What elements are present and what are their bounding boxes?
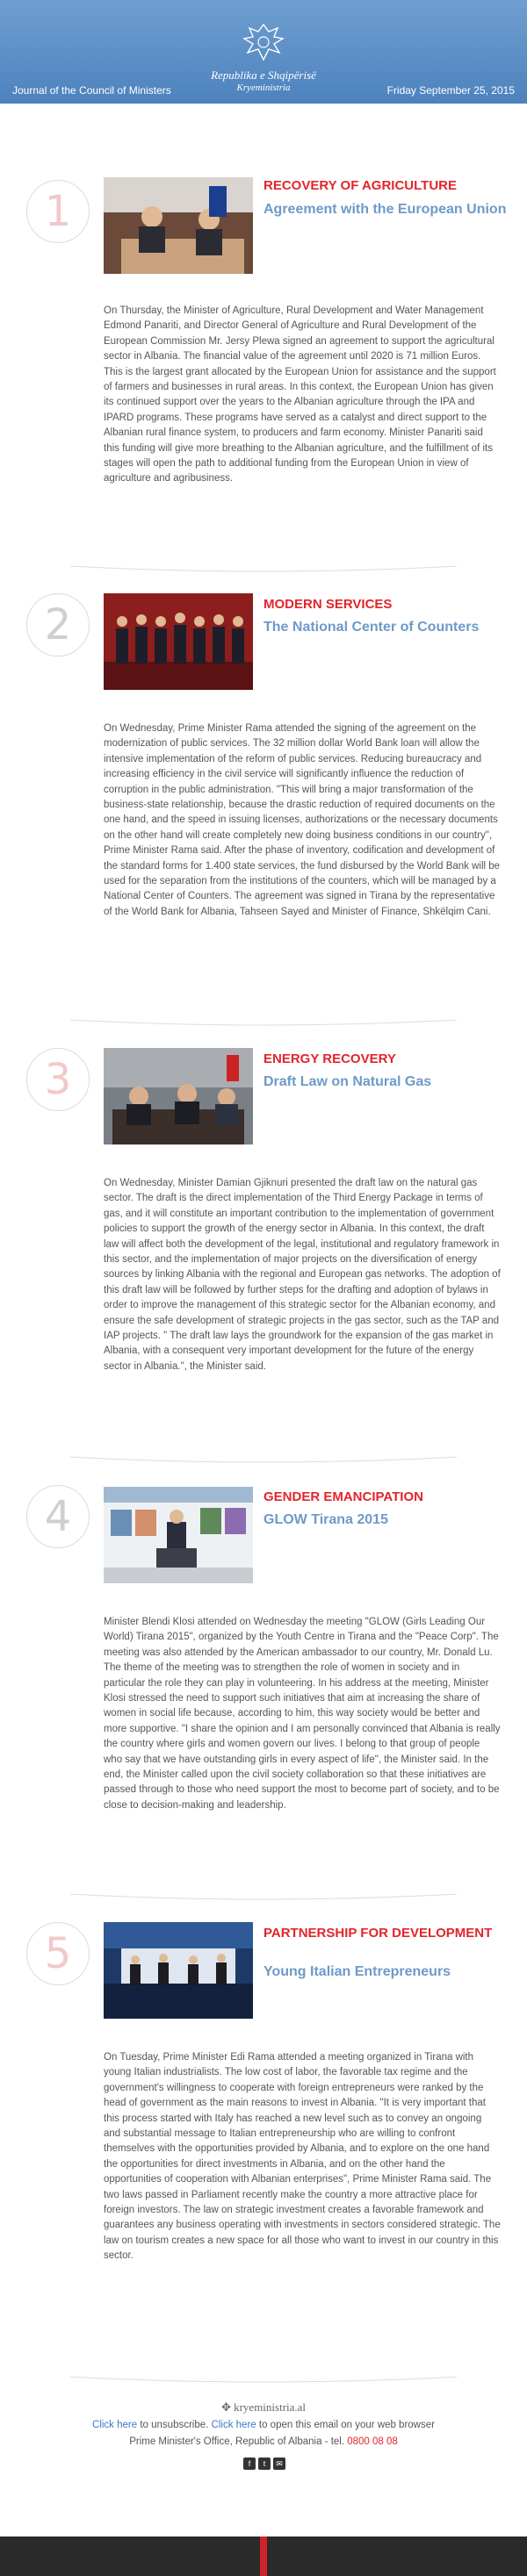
article-subtitle: Draft Law on Natural Gas (264, 1074, 432, 1089)
unsubscribe-text: to unsubscribe. (137, 2420, 212, 2430)
article-body: On Wednesday, Minister Damian Gjiknuri presented the draft law on the natural gas sector. The draft is the direct implementation of the Third Energy Package in terms of gas, and it will constitute an important contribution to the implementation of government policies to support the growth of the energy sector in Albania. In this context, the draft law will affect both the development of the legal, institutional and regulatory framework in this sector, and the implementation of major projects on the diversification of energy sources by linking Albania with the regional and European gas networks. The adoption of this draft law will be followed by further steps for the drafting and adoption of bylaws in order to improve the management of this strategic sector for the Albanian economy, and ensure the safe development of strategic projects in the gas sector, such as the TAP and IAP projects. " The draft law lays the groundwork for the expansion of the gas market in Albania, with a consequent very important development for the future of the energy sector in Albania.", the Minister said. (104, 1178, 501, 1372)
browser-text: to open this email on your web browser (256, 2420, 435, 2430)
article-title: GENDER EMANCIPATION (264, 1489, 423, 1504)
article-title: RECOVERY OF AGRICULTURE (264, 178, 458, 193)
article-photo (104, 593, 253, 690)
article-body: Minister Blendi Klosi attended on Wednesday the meeting "GLOW (Girls Leading Our World) Tirana 2015", organized by the Youth Centre in Tirana and the "Peace Corp". The meeting was also attended by the American ambassador to our country, Mr. Donald Lu. The theme of the meeting was to strengthen the role of women in society and in particular the role they can play in volunteering. In his address at the meeting, Minister Klosi stressed the need to support such initiatives that aim at increasing the share of women in social life because, according to him, this way society would be better and more supportive. "I share the opinion and I am personally convinced that Albania is really the country where girls and women govern our lives. I belong to that group of people who say that we have outstanding girls in every aspect of life", the Minister said. In the end, the Minister called upon the civil society collaboration so that these initiatives are passed through to those who need support the most to become part of society, and to be close to decision-making and leadership. (104, 1617, 501, 1811)
email-icon[interactable]: ✉ (273, 2458, 285, 2470)
article-title: PARTNERSHIP FOR DEVELOPMENT (264, 1926, 493, 1941)
browser-link[interactable]: Click here (211, 2420, 256, 2430)
article-photo (104, 177, 253, 274)
article-subtitle: Young Italian Entrepreneurs (264, 1964, 451, 1979)
article-number-badge: 4 (26, 1485, 90, 1548)
council-meeting-photo-icon (104, 1048, 253, 1144)
article-photo (104, 1487, 253, 1583)
brand-line-1: Republika e Shqipërisë (211, 68, 316, 82)
journal-title: Journal of the Council of Ministers (12, 84, 171, 97)
article-number-badge: 3 (26, 1048, 90, 1111)
unsubscribe-link[interactable]: Click here (92, 2420, 138, 2430)
signing-ceremony-photo-icon (104, 177, 253, 274)
business-forum-photo-icon (104, 1922, 253, 2019)
footer-site-name: kryeministria.al (234, 2400, 307, 2414)
eagle-small-icon: ✥ (220, 2400, 231, 2414)
article-body: On Tuesday, Prime Minister Edi Rama attended a meeting organized in Tirana with young Italian industrialists. The low cost of labor, the favorable tax regime and the government's willingness to cooperate with foreign entrepreneurs were ranked by the head of government as the main reasons to invest in Albania. "It is very important that this process started with Italy has reached a new level such as to convey an ongoing and substantial message to Italian entrepreneurship who are willing to confront themselves with the opportunities provided by Albania, and to explore on the one hand the opportunities for direct investments in Albania, and on the other hand the opportunities of cooperation with Albanian enterprises", Prime Minister Rama said. The two laws passed in Parliament recently make the country a more attractive place for foreign investors. The law on strategic investment creates a favorable framework and guarantees any business operating with investments in sectors considered strategic. The law on tourism creates a new space for all those who want to invest in our country in this sector. (104, 2052, 501, 2262)
article-subtitle: Agreement with the European Union (264, 202, 507, 217)
article-body: On Thursday, the Minister of Agriculture, Rural Development and Water Management Edmond Panariti, and Director General of Agriculture and Rural Development of the European Commission Mr. Jersy Plewa signed an agreement to support the agricultural sector in Albania. The financial value of the agreement until 2020 is 71 million Euros. This is the largest grant allocated by the European Union for assistance and the support of farmers and businesses in rural areas. In this context, the European Union has given its continued support over the years to the Albanian agriculture through the IPA and IPARD programs. These programs have served as a catalyst and direct support to the Albanian rural finance system, to producers and farm economy. Minister Panariti said this funding will give more breathing to the Albanian agriculture, and the fulfillment of its stages will open the path to additional funding from the European Union in view of agriculture and agribusiness. (104, 305, 496, 484)
section-divider (70, 2375, 457, 2387)
article-number-badge: 1 (26, 180, 90, 243)
article-title: MODERN SERVICES (264, 597, 393, 612)
office-phone[interactable]: 0800 08 08 (347, 2436, 398, 2447)
eagle-emblem-icon (239, 19, 288, 68)
footer-bar (0, 2537, 527, 2576)
footer-site-logo[interactable] (211, 2400, 316, 2415)
article-title: ENERGY RECOVERY (264, 1051, 396, 1066)
footer-red-stripe (260, 2537, 267, 2576)
article-photo (104, 1922, 253, 2019)
twitter-icon[interactable]: t (258, 2458, 271, 2470)
facebook-icon[interactable]: f (243, 2458, 256, 2470)
section-divider (70, 564, 457, 577)
header-banner (0, 0, 527, 104)
office-text: Prime Minister's Office, Republic of Albania - tel. (129, 2436, 348, 2447)
section-divider (70, 1018, 457, 1030)
footer-links (0, 2420, 527, 2430)
article-subtitle: GLOW Tirana 2015 (264, 1512, 388, 1527)
agreement-signing-photo-icon (104, 593, 253, 690)
section-divider (70, 1455, 457, 1467)
article-number-badge: 5 (26, 1922, 90, 1985)
footer-office (0, 2436, 527, 2447)
issue-date: Friday September 25, 2015 (386, 84, 515, 97)
article-body: On Wednesday, Prime Minister Rama attended the signing of the agreement on the modernization of public services. The 32 million dollar World Bank loan will allow the intensive implementation of the reform of public services. Reducing bureaucracy and increasing efficiency in the civil service will significantly influence the reduction of corruption in the public administration. "This will bring a major transformation of the business-state relationship, because the drastic reduction of required documents on the one hand, and the speed in issuing licenses, authorizations or the necessary documents on the other hand will create completely new doing business conditions in our country", Prime Minister Rama said. After the phase of inventory, codification and development of the standard forms for 1.400 state services, the fund disbursed by the World Bank will be used for the separation from the institutions of the counters, which will be managed by a National Center of Counters. The agreement was signed in Tirana by the representative of the World Bank for Albania, Tahseen Sayed and Minister of Finance, Shkëlqim Cani. (104, 723, 501, 917)
brand-line-2: Kryeministria (236, 83, 291, 93)
article-subtitle: The National Center of Counters (264, 620, 480, 635)
article-number-badge: 2 (26, 593, 90, 657)
section-divider (70, 1892, 457, 1905)
article-photo (104, 1048, 253, 1144)
conference-speaker-photo-icon (104, 1487, 253, 1583)
